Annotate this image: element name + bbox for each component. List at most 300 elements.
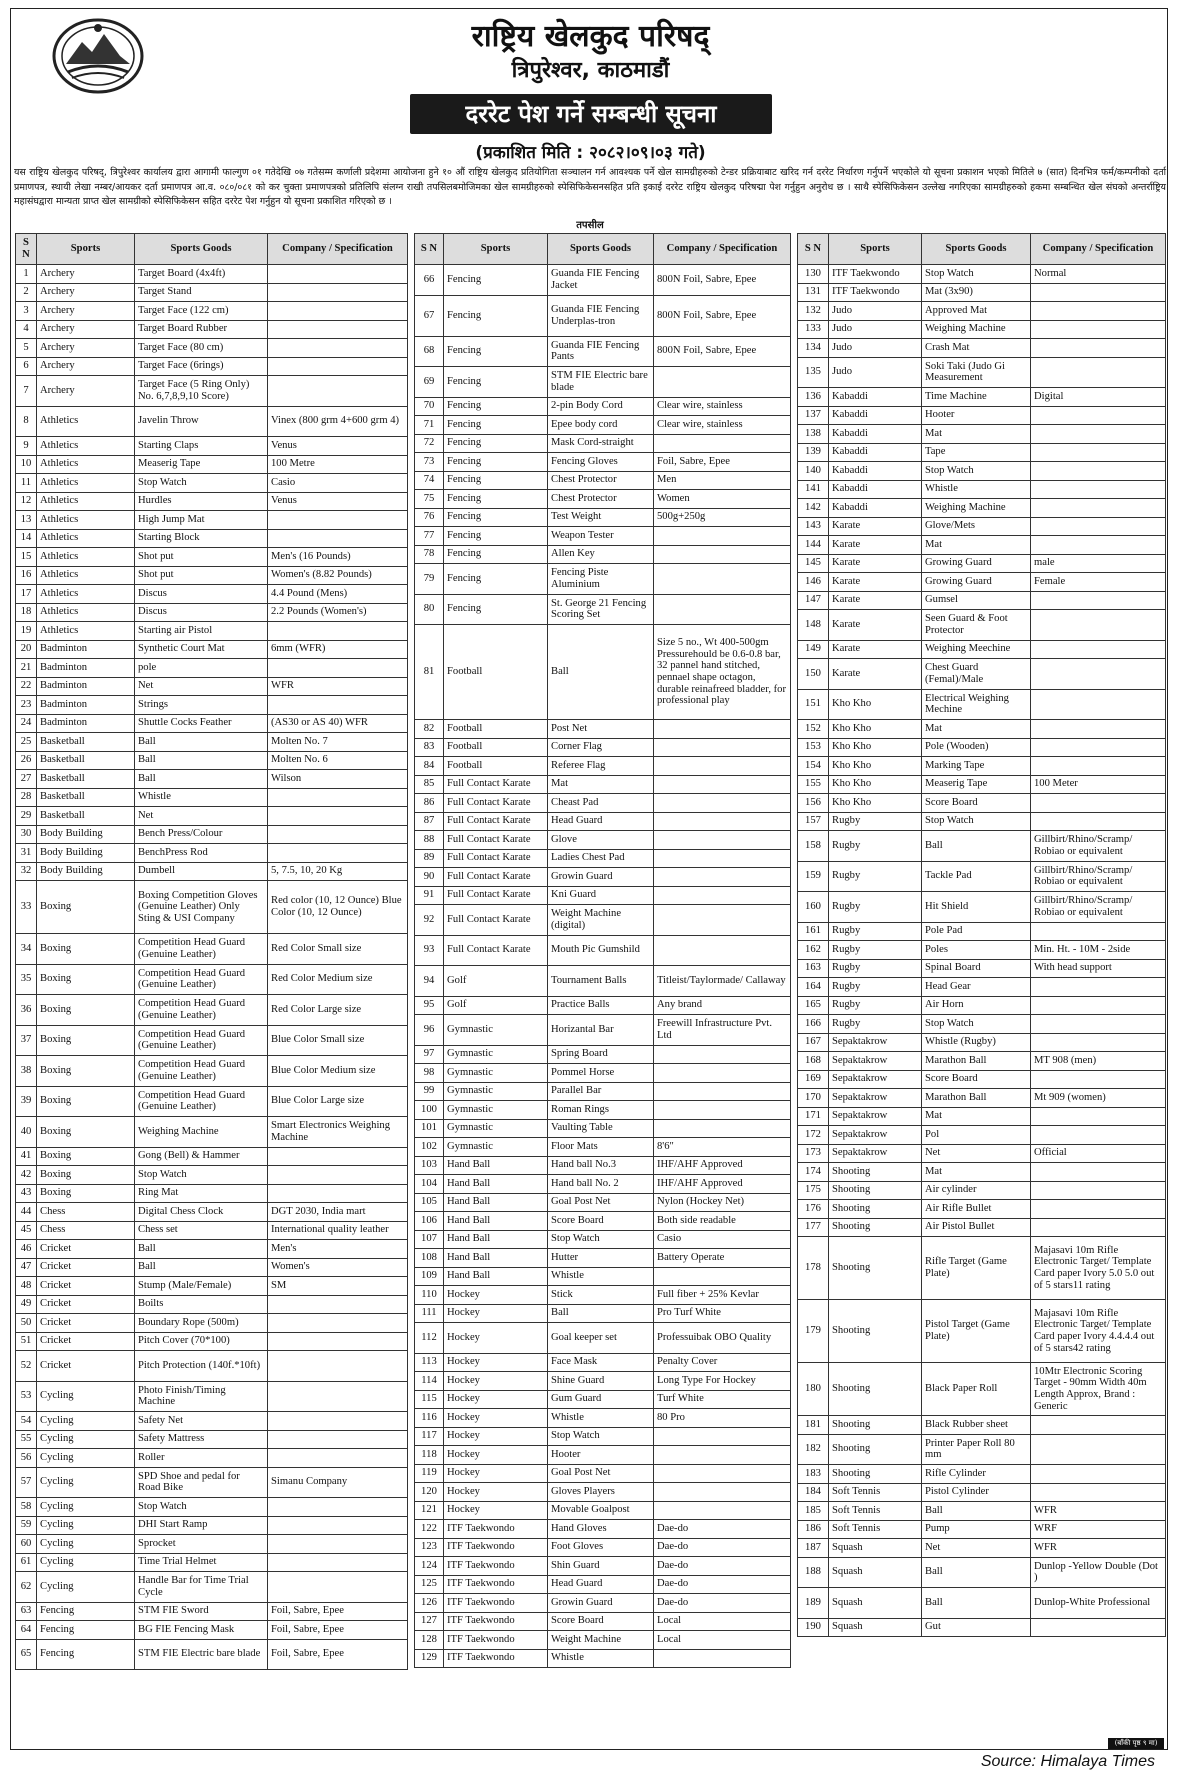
table-row	[16, 302, 408, 321]
cell-goods: Net	[135, 807, 268, 826]
table-row	[415, 1409, 791, 1428]
table-row	[16, 640, 408, 659]
cell-sn: 82	[415, 720, 444, 739]
cell-sn: 12	[16, 492, 37, 511]
table-row	[415, 720, 791, 739]
cell-sn: 107	[415, 1230, 444, 1249]
cell-goods: Marking Tape	[922, 757, 1031, 776]
cell-goods: Net	[922, 1144, 1031, 1163]
cell-sn: 30	[16, 825, 37, 844]
cell-goods: Hand ball No. 2	[548, 1175, 654, 1194]
cell-spec: WFR	[1031, 1502, 1166, 1521]
cell-goods: Guanda FIE Fencing Underplas-tron	[548, 295, 654, 336]
table-row	[415, 336, 791, 367]
cell-sport: Athletics	[37, 548, 135, 567]
cell-sn: 52	[16, 1351, 37, 1382]
cell-goods: Score Board	[548, 1212, 654, 1231]
cell-spec: Any brand	[654, 996, 791, 1015]
header-sports: Sports	[829, 234, 922, 265]
table-row	[16, 659, 408, 678]
cell-goods: Ball	[922, 1502, 1031, 1521]
cell-goods: Practice Balls	[548, 996, 654, 1015]
cell-sn: 146	[798, 573, 829, 592]
cell-sn: 131	[798, 283, 829, 302]
cell-goods: Corner Flag	[548, 738, 654, 757]
cell-spec	[1031, 1218, 1166, 1237]
table-column-2	[414, 233, 790, 1668]
cell-sn: 127	[415, 1612, 444, 1631]
cell-spec: Casio	[654, 1230, 791, 1249]
cell-sport: Archery	[37, 302, 135, 321]
cell-spec	[268, 511, 408, 530]
cell-spec: Clear wire, stainless	[654, 397, 791, 416]
table-row	[16, 406, 408, 437]
table-row	[798, 265, 1166, 284]
cell-sn: 182	[798, 1434, 829, 1465]
table-row	[16, 1498, 408, 1517]
cell-spec: Men	[654, 471, 791, 490]
cell-goods: Fencing Gloves	[548, 453, 654, 472]
cell-sport: Karate	[829, 640, 922, 659]
cell-goods: Pommel Horse	[548, 1064, 654, 1083]
cell-sport: Karate	[829, 610, 922, 641]
cell-spec: Normal	[1031, 265, 1166, 284]
cell-spec: Blue Color Medium size	[268, 1056, 408, 1087]
cell-sport: Shooting	[829, 1465, 922, 1484]
cell-sport: Body Building	[37, 844, 135, 863]
table-row	[415, 1649, 791, 1668]
cell-goods: Roller	[135, 1449, 268, 1468]
cell-goods: Stick	[548, 1286, 654, 1305]
cell-sport: Sepaktakrow	[829, 1107, 922, 1126]
cell-spec: Foil, Sabre, Epee	[654, 453, 791, 472]
cell-sn: 175	[798, 1181, 829, 1200]
cell-goods: High Jump Mat	[135, 511, 268, 530]
goods-table	[414, 233, 791, 1668]
cell-sport: Athletics	[37, 406, 135, 437]
cell-spec	[654, 545, 791, 564]
cell-sn: 71	[415, 416, 444, 435]
cell-spec: Dae-do	[654, 1575, 791, 1594]
cell-spec	[1031, 339, 1166, 358]
cell-sn: 145	[798, 554, 829, 573]
cell-spec: DGT 2030, India mart	[268, 1203, 408, 1222]
cell-sn: 183	[798, 1465, 829, 1484]
table-row	[798, 1163, 1166, 1182]
cell-sport: Cycling	[37, 1381, 135, 1412]
cell-sport: Rugby	[829, 978, 922, 997]
cell-spec	[1031, 499, 1166, 518]
table-row	[415, 905, 791, 936]
cell-spec	[1031, 443, 1166, 462]
cell-sn: 32	[16, 862, 37, 881]
cell-spec: IHF/AHF Approved	[654, 1156, 791, 1175]
cell-sn: 74	[415, 471, 444, 490]
cell-spec	[1031, 1483, 1166, 1502]
cell-sport: Basketball	[37, 733, 135, 752]
cell-goods: Gut	[922, 1618, 1031, 1637]
cell-sport: ITF Taekwondo	[444, 1557, 548, 1576]
table-row	[415, 1138, 791, 1157]
cell-sport: Fencing	[37, 1602, 135, 1621]
cell-sport: Fencing	[444, 508, 548, 527]
table-row	[415, 471, 791, 490]
cell-goods: Stop Watch	[922, 265, 1031, 284]
cell-sn: 116	[415, 1409, 444, 1428]
cell-sport: Full Contact Karate	[444, 794, 548, 813]
table-row	[16, 622, 408, 641]
cell-sport: Archery	[37, 283, 135, 302]
cell-goods: Growin Guard	[548, 1594, 654, 1613]
header-company: Company / Specification	[268, 234, 408, 265]
cell-goods: Chess set	[135, 1221, 268, 1240]
cell-spec	[654, 594, 791, 625]
cell-sport: Gymnastic	[444, 1015, 548, 1046]
cell-goods: Synthetic Court Mat	[135, 640, 268, 659]
cell-sn: 58	[16, 1498, 37, 1517]
cell-sn: 4	[16, 320, 37, 339]
cell-sport: Basketball	[37, 770, 135, 789]
cell-sn: 133	[798, 320, 829, 339]
cell-spec	[654, 1101, 791, 1120]
cell-sport: Hand Ball	[444, 1249, 548, 1268]
table-row	[415, 1286, 791, 1305]
cell-goods: Pump	[922, 1520, 1031, 1539]
cell-sn: 177	[798, 1218, 829, 1237]
header-sports: Sports	[444, 234, 548, 265]
cell-sn: 60	[16, 1535, 37, 1554]
cell-goods: Pitch Protection (140f.*10ft)	[135, 1351, 268, 1382]
cell-sport: Karate	[829, 573, 922, 592]
cell-sport: Archery	[37, 339, 135, 358]
table-row	[798, 720, 1166, 739]
table-row	[798, 794, 1166, 813]
cell-sn: 16	[16, 566, 37, 585]
cell-sport: Badminton	[37, 659, 135, 678]
cell-sn: 154	[798, 757, 829, 776]
cell-spec	[654, 831, 791, 850]
cell-spec	[268, 696, 408, 715]
cell-sport: Squash	[829, 1539, 922, 1558]
table-header-row	[415, 234, 791, 265]
table-row	[798, 499, 1166, 518]
cell-spec: Casio	[268, 474, 408, 493]
cell-goods: Black Rubber sheet	[922, 1416, 1031, 1435]
cell-spec	[268, 1535, 408, 1554]
cell-sport: Karate	[829, 554, 922, 573]
cell-spec	[1031, 757, 1166, 776]
cell-goods: Black Paper Roll	[922, 1363, 1031, 1416]
cell-sn: 161	[798, 922, 829, 941]
cell-spec: 500g+250g	[654, 508, 791, 527]
cell-sn: 121	[415, 1501, 444, 1520]
table-row	[16, 825, 408, 844]
cell-sport: ITF Taekwondo	[444, 1538, 548, 1557]
cell-spec: Majasavi 10m Rifle Electronic Target/ Template Card paper Ivory 5.0 5.0 out of 5 stars11 rating	[1031, 1237, 1166, 1300]
cell-sn: 122	[415, 1520, 444, 1539]
cell-goods: Time Trial Helmet	[135, 1553, 268, 1572]
table-row	[16, 566, 408, 585]
table-row	[798, 831, 1166, 862]
table-row	[16, 320, 408, 339]
table-row	[415, 1538, 791, 1557]
cell-spec	[654, 434, 791, 453]
cell-goods: Growing Guard	[922, 573, 1031, 592]
cell-spec	[268, 283, 408, 302]
cell-sn: 112	[415, 1323, 444, 1354]
cell-goods: Chest Protector	[548, 490, 654, 509]
cell-spec	[268, 529, 408, 548]
cell-sport: Hockey	[444, 1446, 548, 1465]
cell-goods: Spinal Board	[922, 959, 1031, 978]
table-row	[415, 1483, 791, 1502]
cell-sn: 123	[415, 1538, 444, 1557]
cell-spec	[268, 376, 408, 407]
cell-sport: Archery	[37, 320, 135, 339]
cell-goods: Boundary Rope (500m)	[135, 1314, 268, 1333]
cell-goods: Fencing Piste Aluminium	[548, 564, 654, 595]
table-row	[415, 1427, 791, 1446]
cell-sport: Shooting	[829, 1416, 922, 1435]
table-row	[16, 265, 408, 284]
cell-sn: 108	[415, 1249, 444, 1268]
table-row	[415, 1045, 791, 1064]
cell-spec: International quality leather	[268, 1221, 408, 1240]
cell-goods: Gong (Bell) & Hammer	[135, 1147, 268, 1166]
cell-sport: Cycling	[37, 1412, 135, 1431]
cell-sn: 5	[16, 339, 37, 358]
cell-goods: Whistle (Rugby)	[922, 1033, 1031, 1052]
table-row	[16, 770, 408, 789]
cell-goods: BG FIE Fencing Mask	[135, 1621, 268, 1640]
cell-sn: 23	[16, 696, 37, 715]
cell-spec: Wilson	[268, 770, 408, 789]
cell-sn: 33	[16, 881, 37, 934]
cell-sport: Cycling	[37, 1572, 135, 1603]
cell-sn: 89	[415, 849, 444, 868]
table-row	[16, 751, 408, 770]
table-row	[415, 1501, 791, 1520]
cell-goods: Ball	[135, 751, 268, 770]
cell-spec: Red Color Large size	[268, 995, 408, 1026]
cell-sport: Hand Ball	[444, 1212, 548, 1231]
cell-goods: STM FIE Electric bare blade	[548, 367, 654, 398]
cell-goods: Gloves Players	[548, 1483, 654, 1502]
cell-sport: Cricket	[37, 1314, 135, 1333]
table-row	[415, 935, 791, 966]
table-row	[798, 443, 1166, 462]
cell-sn: 11	[16, 474, 37, 493]
cell-sport: Hockey	[444, 1353, 548, 1372]
cell-sport: Karate	[829, 659, 922, 690]
table-row	[415, 1249, 791, 1268]
notice-header	[0, 0, 1181, 231]
cell-goods: BenchPress Rod	[135, 844, 268, 863]
table-row	[415, 434, 791, 453]
table-row	[415, 1575, 791, 1594]
cell-sport: Hockey	[444, 1483, 548, 1502]
table-column-3	[797, 233, 1165, 1637]
cell-goods: Javelin Throw	[135, 406, 268, 437]
cell-sport: Hockey	[444, 1304, 548, 1323]
cell-goods: Chest Protector	[548, 471, 654, 490]
cell-spec	[268, 659, 408, 678]
table-row	[415, 594, 791, 625]
table-row	[16, 357, 408, 376]
table-body	[415, 265, 791, 1668]
cell-goods: Shot put	[135, 566, 268, 585]
cell-spec	[1031, 922, 1166, 941]
cell-sport: Golf	[444, 966, 548, 997]
table-row	[16, 585, 408, 604]
cell-spec	[1031, 720, 1166, 739]
table-row	[798, 1557, 1166, 1588]
cell-goods: Pistol Target (Game Plate)	[922, 1300, 1031, 1363]
cell-sport: Squash	[829, 1618, 922, 1637]
cell-goods: Test Weight	[548, 508, 654, 527]
cell-goods: Competition Head Guard (Genuine Leather)	[135, 995, 268, 1026]
table-row	[798, 1618, 1166, 1637]
header-company: Company / Specification	[1031, 234, 1166, 265]
cell-sport: Hockey	[444, 1372, 548, 1391]
table-row	[16, 964, 408, 995]
table-row	[798, 517, 1166, 536]
cell-goods: Handle Bar for Time Trial Cycle	[135, 1572, 268, 1603]
cell-goods: Target Board Rubber	[135, 320, 268, 339]
cell-spec: Official	[1031, 1144, 1166, 1163]
cell-spec	[268, 1430, 408, 1449]
cell-goods: Head Gear	[922, 978, 1031, 997]
cell-sn: 88	[415, 831, 444, 850]
cell-sn: 24	[16, 714, 37, 733]
cell-sport: Kho Kho	[829, 738, 922, 757]
cell-spec: Molten No. 7	[268, 733, 408, 752]
cell-sn: 149	[798, 640, 829, 659]
table-row	[798, 996, 1166, 1015]
table-row	[798, 1015, 1166, 1034]
cell-sport: Kabaddi	[829, 425, 922, 444]
cell-goods: Stop Watch	[135, 1498, 268, 1517]
cell-spec	[1031, 283, 1166, 302]
cell-sn: 63	[16, 1602, 37, 1621]
notice-banner: दररेट पेश गर्ने सम्बन्धी सूचना	[410, 94, 772, 134]
table-row	[415, 453, 791, 472]
cell-sn: 57	[16, 1467, 37, 1498]
cell-sn: 189	[798, 1588, 829, 1619]
cell-spec: Female	[1031, 573, 1166, 592]
cell-goods: Boxing Competition Gloves (Genuine Leather) Only Sting & USI Company	[135, 881, 268, 934]
cell-goods: Ball	[922, 831, 1031, 862]
table-row	[798, 861, 1166, 892]
cell-sn: 46	[16, 1240, 37, 1259]
cell-goods: SPD Shoe and pedal for Road Bike	[135, 1467, 268, 1498]
cell-goods: Pol	[922, 1126, 1031, 1145]
table-row	[16, 455, 408, 474]
cell-sn: 169	[798, 1070, 829, 1089]
cell-sn: 124	[415, 1557, 444, 1576]
cell-goods: Target Face (5 Ring Only) No. 6,7,8,9,10 Score)	[135, 376, 268, 407]
header-company: Company / Specification	[654, 234, 791, 265]
cell-sport: Rugby	[829, 861, 922, 892]
cell-sport: Boxing	[37, 1086, 135, 1117]
cell-spec	[1031, 1163, 1166, 1182]
cell-sport: Full Contact Karate	[444, 812, 548, 831]
cell-spec	[654, 1464, 791, 1483]
cell-spec: Red Color Small size	[268, 934, 408, 965]
cell-sport: Fencing	[444, 336, 548, 367]
cell-sn: 164	[798, 978, 829, 997]
table-row	[415, 886, 791, 905]
cell-sport: Hand Ball	[444, 1175, 548, 1194]
cell-spec	[1031, 1107, 1166, 1126]
published-date: (प्रकाशित मिति : २०८२।०९।०३ गते)	[475, 143, 706, 163]
cell-goods: Glove	[548, 831, 654, 850]
table-row	[16, 1639, 408, 1670]
table-row	[798, 1070, 1166, 1089]
cell-sn: 61	[16, 1553, 37, 1572]
cell-spec	[654, 1501, 791, 1520]
cell-goods: Competition Head Guard (Genuine Leather)	[135, 1025, 268, 1056]
table-row	[16, 1086, 408, 1117]
cell-sn: 48	[16, 1277, 37, 1296]
table-row	[415, 1323, 791, 1354]
cell-spec: 6mm (WFR)	[268, 640, 408, 659]
cell-sport: Fencing	[444, 564, 548, 595]
table-row	[16, 1314, 408, 1333]
cell-sn: 163	[798, 959, 829, 978]
cell-sport: Fencing	[444, 527, 548, 546]
cell-spec	[1031, 1200, 1166, 1219]
cell-sn: 72	[415, 434, 444, 453]
cell-sn: 28	[16, 788, 37, 807]
cell-sn: 153	[798, 738, 829, 757]
cell-goods: Stump (Male/Female)	[135, 1277, 268, 1296]
table-row	[798, 357, 1166, 388]
cell-sn: 92	[415, 905, 444, 936]
cell-goods: Measerig Tape	[922, 775, 1031, 794]
cell-goods: Starting Block	[135, 529, 268, 548]
cell-sport: Kabaddi	[829, 462, 922, 481]
cell-sport: Chess	[37, 1203, 135, 1222]
table-row	[798, 425, 1166, 444]
cell-goods: Shuttle Cocks Feather	[135, 714, 268, 733]
cell-sport: Hand Ball	[444, 1230, 548, 1249]
cell-spec: 100 Meter	[1031, 775, 1166, 794]
cell-spec: Nylon (Hockey Net)	[654, 1193, 791, 1212]
cell-goods: Hooter	[548, 1446, 654, 1465]
table-row	[415, 1594, 791, 1613]
notice-text: यस राष्ट्रिय खेलकुद परिषद्, त्रिपुरेश्वर कार्यालय द्वारा आगामी फाल्गुण ०१ गतेदेखि ०७ गतेसम्म कर्णाली प्रदेशमा आयोजना हुने १० औं राष्ट्रिय खेलकुद प्रतियोगिता सञ्चालन गर्न आवश्यक पर्ने खेल सामग्रीहरुको टेन्डर प्रक्रियाबाट खरिद गर्न दररेट निर्धारण गर्नुपर्ने भएकोले यो सूचना प्रकाशन भएको मितिले ७ (सात) दिनभित्र फर्म/कम्पनीको दर्ता प्रमाणपत्र, स्थायी लेखा नम्बर/आयकर दर्ता प्रमाणपत्र आ.व. ०८०/०८१ को कर चुक्ता प्रमाणपत्रको प्रतिलिपि संलग्न राखी तपसिलबमोजिमका खेल सामग्रीहरुको स्पेसिफिकेसनसहित प्रति इकाई दररेट राष्ट्रिय खेलकुद परिषद्मा पेश गर्नुहुन अनुरोध छ । साथै स्पेसिफिकेसन उल्लेख नगरिएका सामग्रीहरुको हकमा सम्बन्धित खेल संघको अन्तर्राष्ट्रिय महासंघद्वारा मान्यता प्राप्त खेल सामग्रीको स्पेसिफिकेसन सहित दररेट पेश गर्नुहुन यो सूचना प्रकाशित गरिएको छ ।	[14, 167, 1166, 208]
cell-sport: Karate	[829, 591, 922, 610]
cell-spec: Smart Electronics Weighing Machine	[268, 1117, 408, 1148]
cell-sn: 78	[415, 545, 444, 564]
table-row	[415, 397, 791, 416]
cell-spec: Foil, Sabre, Epee	[268, 1602, 408, 1621]
cell-sport: Sepaktakrow	[829, 1033, 922, 1052]
cell-sn: 179	[798, 1300, 829, 1363]
cell-goods: Sprocket	[135, 1535, 268, 1554]
table-row	[798, 283, 1166, 302]
cell-sport: Cycling	[37, 1430, 135, 1449]
cell-goods: Poles	[922, 941, 1031, 960]
cell-goods: Shot put	[135, 548, 268, 567]
cell-sn: 81	[415, 625, 444, 720]
cell-goods: Mat	[922, 1107, 1031, 1126]
cell-sport: Rugby	[829, 996, 922, 1015]
cell-goods: Air cylinder	[922, 1181, 1031, 1200]
cell-sport: Cricket	[37, 1332, 135, 1351]
table-row	[798, 1052, 1166, 1071]
